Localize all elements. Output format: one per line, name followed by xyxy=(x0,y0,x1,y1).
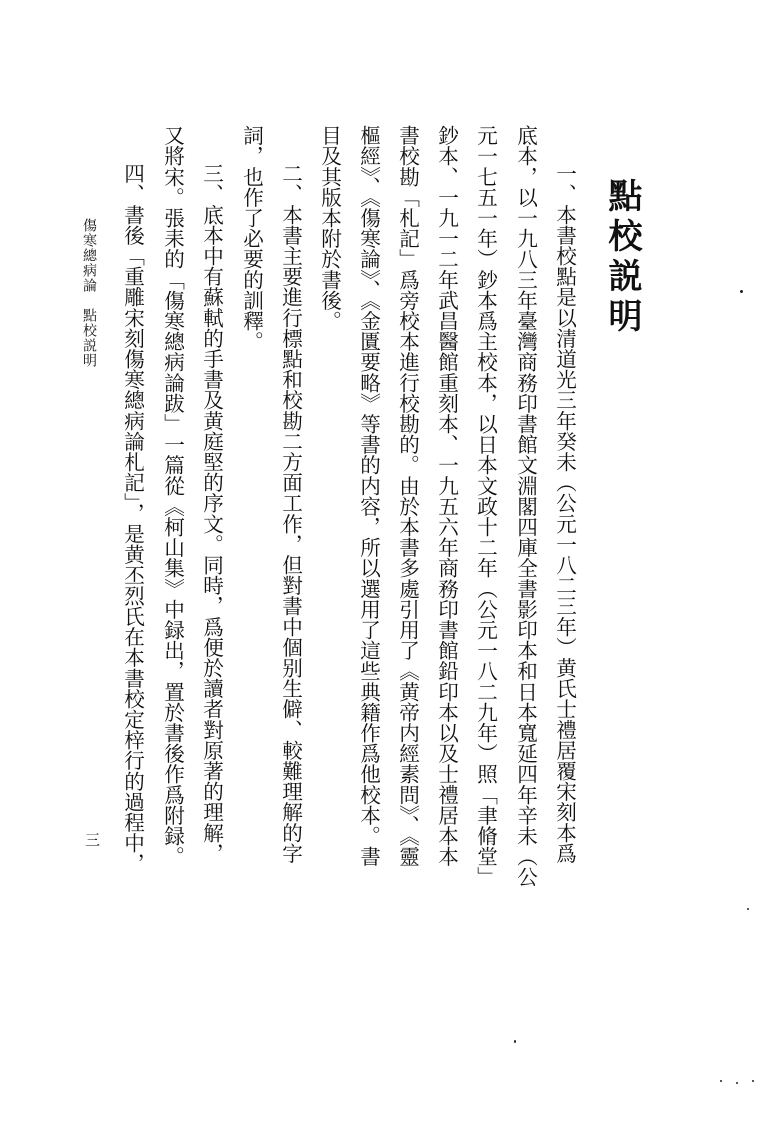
text-column-12: 四、書後「重雕宋刻傷寒總病論札記」，是黄丕烈氏在本書校定梓行的過程中， xyxy=(120,163,145,874)
text-column-11: 又將宋。張耒的「傷寒總病論跋」一篇從《柯山集》中録出，置於書後作爲附録。 xyxy=(160,125,185,867)
scan-speck xyxy=(736,1082,738,1084)
text-column-9: 詞，也作了必要的訓釋。 xyxy=(239,125,264,352)
text-column-3: 元一七五一年）鈔本爲主校本，以日本文政十二年（公元一八二九年）照「聿脩堂」 xyxy=(473,125,498,888)
running-head: 傷寒總病論 點校説明 xyxy=(81,218,97,368)
scan-speck xyxy=(514,1040,516,1043)
text-column-5: 書校勘「札記」爲旁校本進行校勘的。由於本書多處引用了《黄帝内經素問》、《靈 xyxy=(395,125,420,867)
scan-speck xyxy=(752,1080,754,1082)
text-column-4: 鈔本、一九一二年武昌醫館重刻本、一九五六年商務印書館鉛印本以及士禮居本本 xyxy=(434,125,459,867)
text-column-8: 二、本書主要進行標點和校勘二方面工作，但對書中個别生僻、較難理解的字 xyxy=(278,163,303,864)
text-column-2: 底本，以一九八三年臺灣商務印書館文淵閣四庫全書影印本和日本寬延四年辛未（公 xyxy=(513,125,538,888)
scan-speck xyxy=(747,908,749,910)
text-column-10: 三、底本中有蘇軾的手書及黄庭堅的序文。同時，爲便於讀者對原著的理解， xyxy=(199,163,224,864)
page-number: 三 xyxy=(83,832,101,847)
text-column-7: 目及其版本附於書後。 xyxy=(317,125,342,331)
scan-speck xyxy=(740,290,743,293)
text-column-6: 樞經》、《傷寒論》、《金匱要略》等書的内容，所以選用了這些典籍作爲他校本。書 xyxy=(356,125,381,867)
page-title: 點校説明 xyxy=(602,178,642,338)
text-column-1: 一、本書校點是以清道光三年癸未（公元一八二三年）黄氏士禮居覆宋刻本爲 xyxy=(552,163,577,864)
scan-speck xyxy=(720,1080,722,1082)
